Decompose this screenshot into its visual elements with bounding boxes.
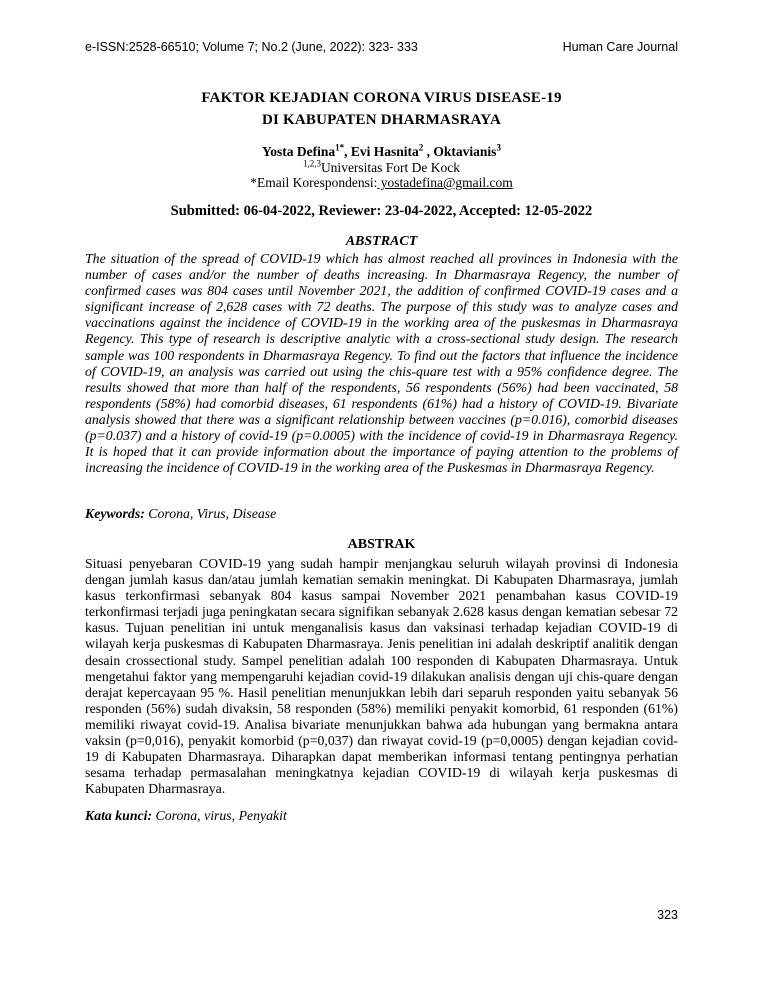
keywords-en-line bbox=[85, 506, 678, 522]
author-name: , Evi Hasnita bbox=[344, 144, 419, 159]
page-number: 323 bbox=[657, 908, 678, 922]
article-title-line1: FAKTOR KEJADIAN CORONA VIRUS DISEASE-19 bbox=[201, 90, 562, 106]
running-header bbox=[85, 40, 678, 54]
abstract-id-heading: ABSTRAK bbox=[347, 537, 416, 552]
affiliation-superscript: 1,2,3 bbox=[302, 158, 321, 168]
authors-line bbox=[85, 144, 678, 160]
byline-block bbox=[85, 144, 678, 191]
author-superscript: 3 bbox=[496, 142, 501, 153]
email-link[interactable]: yostadefina@gmail.com bbox=[377, 175, 513, 190]
article-title bbox=[85, 88, 678, 131]
keywords-id-label: Kata kunci: bbox=[85, 808, 153, 823]
keywords-id-line bbox=[85, 808, 678, 824]
submission-dates: Submitted: 06-04-2022, Reviewer: 23-04-2022, Accepted: 12-05-2022 bbox=[170, 203, 593, 219]
journal-name: Human Care Journal bbox=[562, 40, 678, 54]
affiliation-name: Universitas Fort De Kock bbox=[320, 159, 461, 175]
author-name: , Oktavianis bbox=[423, 144, 497, 159]
abstract-en-body: The situation of the spread of COVID-19 which has almost reached all provinces in Indonesia with the number of cases and/or the number of deaths increasing. In Dharmasraya Regency, the number of confirmed cases was 804 cases until November 2021, the addition of confirmed COVID-19 cases and a significant increase of 2,628 cases with 72 deaths. The purpose of this study was to analyze cases and vaccinations against the incidence of COVID-19 in the working area of the puskesmas in Dharmasraya Regency. This type of research is descriptive analytic with a cross-sectional study design. The research sample was 100 respondents in Dharmasraya Regency. To find out the factors that influence the incidence of COVID-19, an analysis was carried out using the chis-quare test with a 95% confidence degree. The results showed that more than half of the respondents, 56 respondents (56%) had been vaccinated, 58 respondents (58%) had comorbid diseases, 61 respondents (61%) had a history of COVID-19. Bivariate analysis showed that there was a significant relationship between vaccines (p=0.016), comorbid diseases (p=0.037) and a history of covid-19 (p=0.0005) with the incidence of covid-19 in Dharmasraya Regency. It is hoped that it can provide information about the importance of paying attention to the problems of increasing the incidence of COVID-19 in the working area of the Puskesmas in Dharmasraya Regency. bbox=[85, 251, 678, 476]
keywords-id-value: Corona, virus, Penyakit bbox=[152, 808, 287, 823]
affiliation-line bbox=[85, 160, 678, 176]
abstract-en-heading: ABSTRACT bbox=[345, 234, 418, 249]
author-superscript: 2 bbox=[418, 142, 424, 153]
email-label: *Email Korespondensi: bbox=[250, 175, 378, 190]
keywords-en-label: Keywords: bbox=[85, 506, 145, 521]
author-superscript: 1* bbox=[335, 142, 345, 153]
issue-info: e-ISSN:2528-66510; Volume 7; No.2 (June, 2022): 323- 333 bbox=[85, 40, 418, 54]
article-title-line2: DI KABUPATEN DHARMASRAYA bbox=[262, 111, 501, 128]
abstract-id-body: Situasi penyebaran COVID-19 yang sudah hampir menjangkau seluruh wilayah provinsi di Indonesia dengan jumlah kasus dan/atau jumlah kematian semakin meningkat. Di Kabupaten Dharmasraya, jumlah kasus terkonfirmasi sebanyak 804 kasus sampai November 2021 penambahan kasus COVID-19 terkonfirmasi terjadi juga peningkatan secara signifikan sebanyak 2.628 kasus dengan kematian sebesar 72 kasus. Tujuan penelitian ini untuk menganalisis kasus dan vaksinasi terhadap kejadian COVID-19 di wilayah kerja puskesmas di Kabupaten Dharmasraya. Jenis penelitian ini adalah deskriptif analitik dengan desain crossectional study. Sampel penelitian adalah 100 responden di Kabupaten Dharmasraya. Untuk mengetahui faktor yang mempengaruhi kejadian covid-19 dilakukan analisis dengan uji chis-quare dengan derajat kepercayaan 95 %. Hasil penelitian menunjukkan lebih dari separuh responden yaitu sebanyak 56 responden (56%) sudah divaksin, 58 responden (58%) memiliki penyakit komorbid, 61 responden (61%) memiliki riwayat covid-19. Analisa bivariate menunjukkan bahwa ada hubungan yang bermakna antara vaksin (p=0,016), penyakit komorbid (p=0,037) dan riwayat covid-19 (p=0,0005) dengan kejadian covid-19 di Kabupaten Dharmasraya. Diharapkan dapat memberikan informasi tentang pentingnya perhatian sesama terhadap permasalahan meningkatnya kejadian COVID-19 di wilayah kerja puskesmas di Kabupaten Dharmasraya. bbox=[85, 556, 678, 797]
author-name: Yosta Defina bbox=[262, 144, 336, 159]
email-line bbox=[85, 175, 678, 191]
keywords-en-value: Corona, Virus, Disease bbox=[144, 506, 277, 521]
